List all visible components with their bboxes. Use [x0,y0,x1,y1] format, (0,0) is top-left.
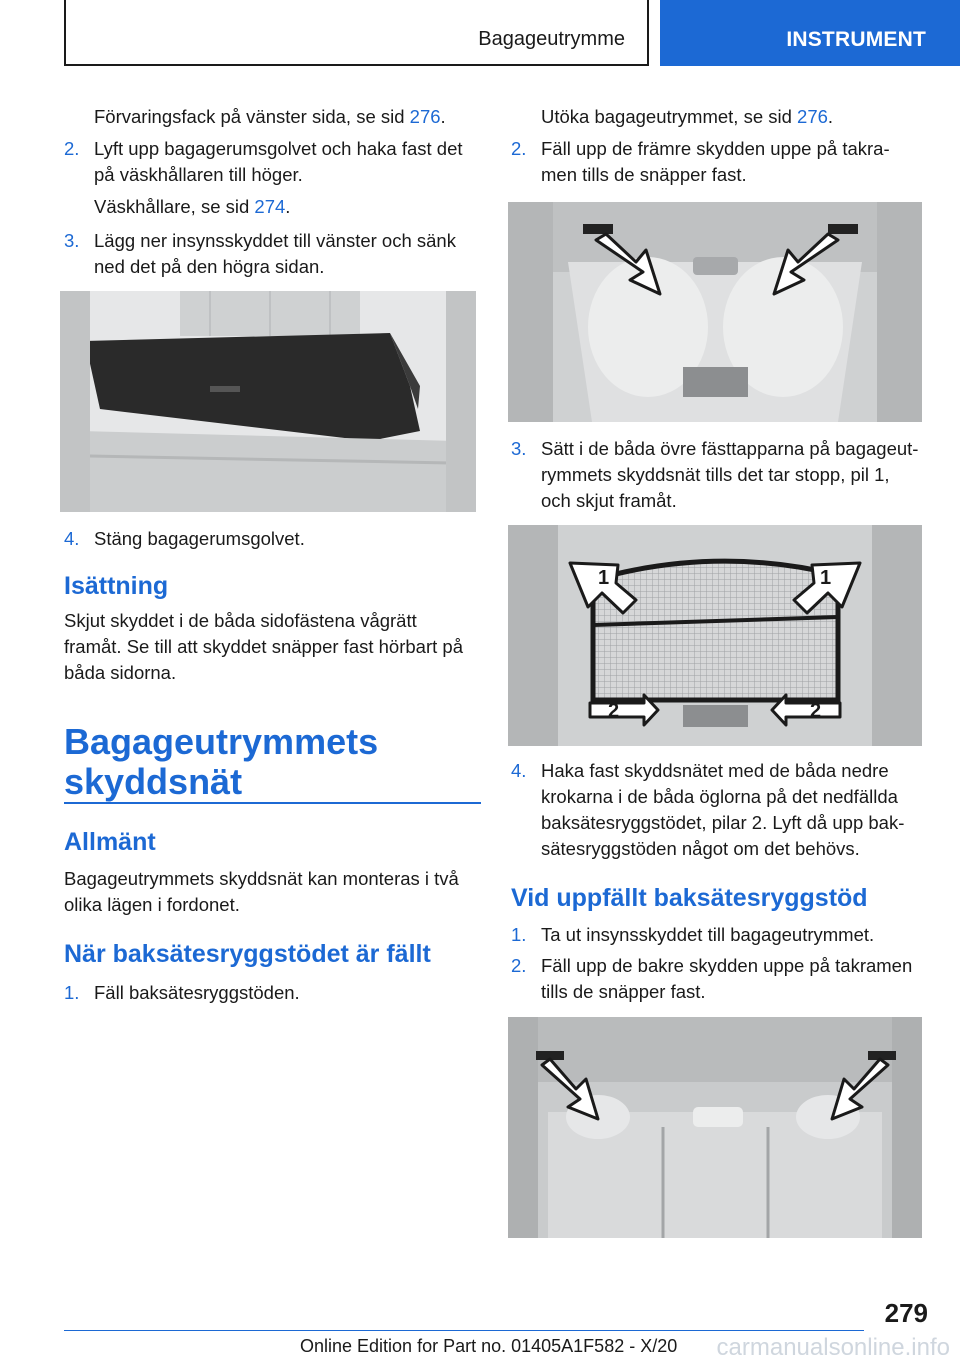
chapter-title: INSTRUMENT [786,28,926,51]
right-intro: Utöka bagageutrymmet, se sid 276. [541,106,834,127]
step-number: 4. [64,528,80,549]
step-number: 2. [511,138,527,159]
arrow-label-1: 1 [820,567,832,589]
rear-covers-photo [508,1017,922,1238]
step-number: 1. [64,982,80,1003]
page-ref-link[interactable]: 276 [797,106,828,127]
insert-line: båda sidorna. [64,662,177,683]
edition-text: Online Edition for Part no. 01405A1F582 - X/20 [300,1336,678,1356]
main-heading: Bagageutrymmets skyddsnät [64,721,379,802]
section-title: Bagageutrymme [478,28,625,50]
insert-heading: Isättning [64,572,169,600]
arrow-label-2: 2 [608,700,620,722]
net-install-photo [508,525,922,746]
step-number: 2. [64,138,80,159]
step-number: 3. [64,230,80,251]
front-covers-photo [508,202,922,422]
insert-line: framåt. Se till att skyddet snäpper fast hörbart på [64,636,463,657]
header-section-box [64,0,649,66]
folded-heading: När baksätesryggstödet är fällt [64,940,431,968]
step-number: 4. [511,760,527,781]
watermark: carmanualsonline.info [716,1334,950,1361]
left-intro: Förvaringsfack på vänster sida, se sid 276. [94,106,446,127]
insert-line: Skjut skyddet i de båda sidofästena vågrätt [64,610,417,631]
step-number: 2. [511,955,527,976]
page-number: 279 [884,1298,928,1328]
general-line: Bagageutrymmets skyddsnät kan monteras i två [64,868,459,889]
step-number: 3. [511,438,527,459]
step-number: 1. [511,924,527,945]
heading-rule [64,802,481,804]
chapter-tab[interactable] [660,0,960,66]
page-ref-link[interactable]: 276 [409,106,441,127]
footer-rule [64,1330,864,1331]
sub-note: Väskhållare, se sid 274. [94,196,291,217]
cargo-cover-photo [60,291,476,512]
upright-heading: Vid uppfällt baksätesryggstöd [511,884,868,912]
page-ref-link[interactable]: 274 [254,196,286,217]
general-heading: Allmänt [64,828,156,856]
general-line: olika lägen i fordonet. [64,894,240,915]
arrow-label-1: 1 [598,567,610,589]
arrow-label-2: 2 [810,700,822,722]
